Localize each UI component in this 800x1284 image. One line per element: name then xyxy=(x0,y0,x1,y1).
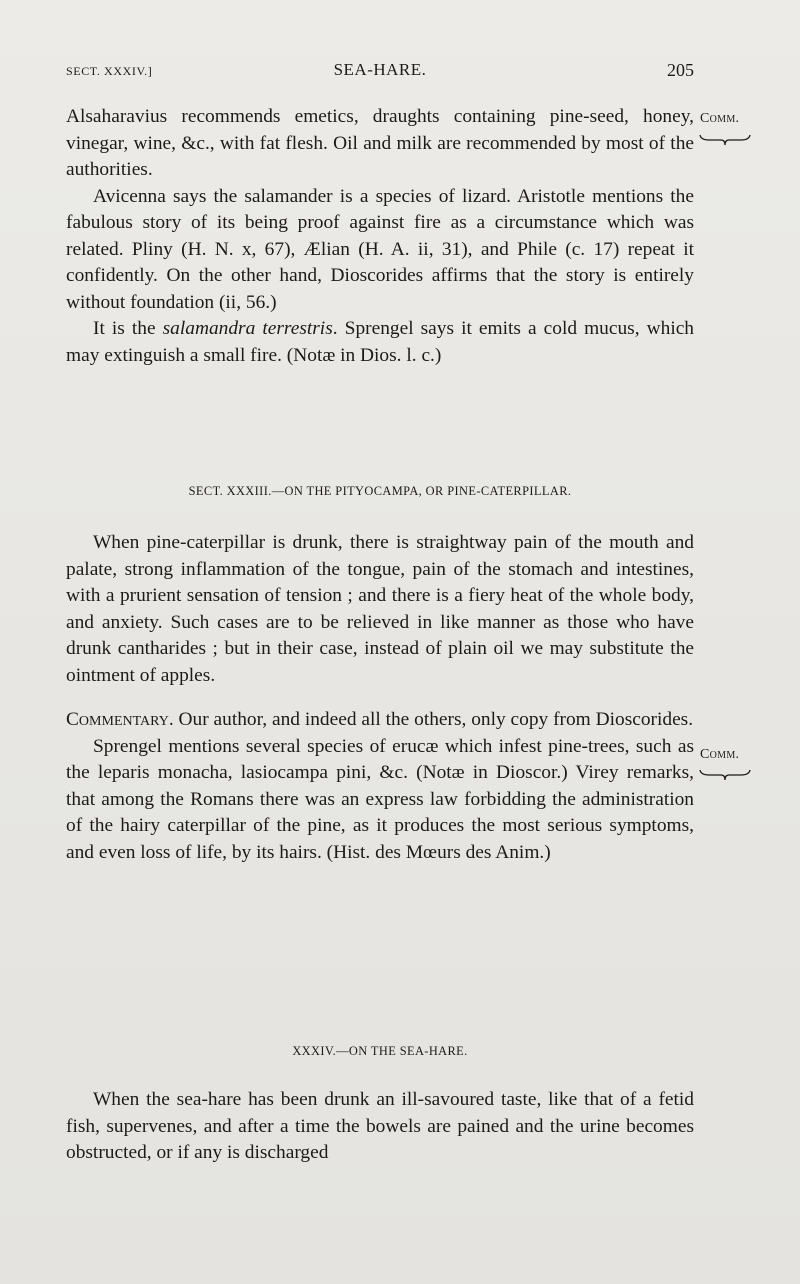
section-heading-pityocampa: SECT. XXXIII.—ON THE PITYOCAMPA, OR PINE-CATERPILLAR. xyxy=(188,484,572,498)
commentary-text: Our author, and indeed all the others, only copy from Dioscorides. xyxy=(173,709,694,730)
salamandra-lead: It is the xyxy=(93,318,163,339)
intro-text-block xyxy=(66,104,694,369)
paragraph-alsaharavius: Alsaharavius recommends emetics, draughts containing pine-seed, honey, vinegar, wine, &c., with fat flesh. Oil and milk are recommended by most of the authorities. xyxy=(66,106,694,180)
salamandra-rest: . Sprengel says it emits a cold mucus, which may extinguish a small fire. (Notæ in Dios. l. c.) xyxy=(66,318,695,366)
salamandra-species-name: salamandra terrestris xyxy=(162,318,333,339)
running-head-section: SECT. XXXIV.] xyxy=(66,64,153,78)
running-head xyxy=(66,60,694,86)
page-number: 205 xyxy=(667,60,694,80)
paragraph-sea-hare: When the sea-hare has been drunk an ill-savoured taste, like that of a fetid fish, supervenes, and after a time the bowels are pained and the urine becomes obstructed, or if any is discharged xyxy=(66,1089,694,1163)
running-head-title: SEA-HARE. xyxy=(333,60,427,79)
section-heading-sea-hare: XXXIV.—ON THE SEA-HARE. xyxy=(292,1044,468,1058)
margin-brace-icon xyxy=(699,769,751,781)
sea-hare-text-block xyxy=(66,1087,694,1167)
paragraph-sprengel-erucae: Sprengel mentions several species of erucæ which infest pine-trees, such as the leparis monacha, lasiocampa pini, &c. (Notæ in Dioscor.) Virey remarks, that among the Romans there was an express law forbidding the administration of the hairy caterpillar of the pine, as it produces the most serious symptoms, and even loss of life, by its hairs. (Hist. des Mœurs des Anim.) xyxy=(66,735,694,863)
margin-brace-icon xyxy=(699,134,751,146)
paragraph-commentary xyxy=(66,707,694,734)
pityocampa-text-block xyxy=(66,530,694,866)
margin-note-comm-1: Comm. xyxy=(700,111,740,126)
paragraph-avicenna: Avicenna says the salamander is a species of lizard. Aristotle mentions the fabulous story of its being proof against fire as a circumstance which was related. Pliny (H. N. x, 67), Ælian (H. A. ii, 31), and Phile (c. 17) repeat it confidently. On the other hand, Dioscorides affirms that the story is entirely without foundation (ii, 56.) xyxy=(66,185,694,313)
commentary-label: Commentary. xyxy=(66,709,174,730)
margin-note-comm-2: Comm. xyxy=(700,747,740,762)
paragraph-salamandra xyxy=(66,316,694,369)
paragraph-pine-caterpillar: When pine-caterpillar is drunk, there is straightway pain of the mouth and palate, strong inflammation of the tongue, pain of the stomach and intestines, with a prurient sensation of tension ; and there is a fiery heat of the whole body, and anxiety. Such cases are to be relieved in like manner as those who have drunk cantharides ; but in their case, instead of plain oil we may substitute the ointment of apples. xyxy=(66,532,694,686)
